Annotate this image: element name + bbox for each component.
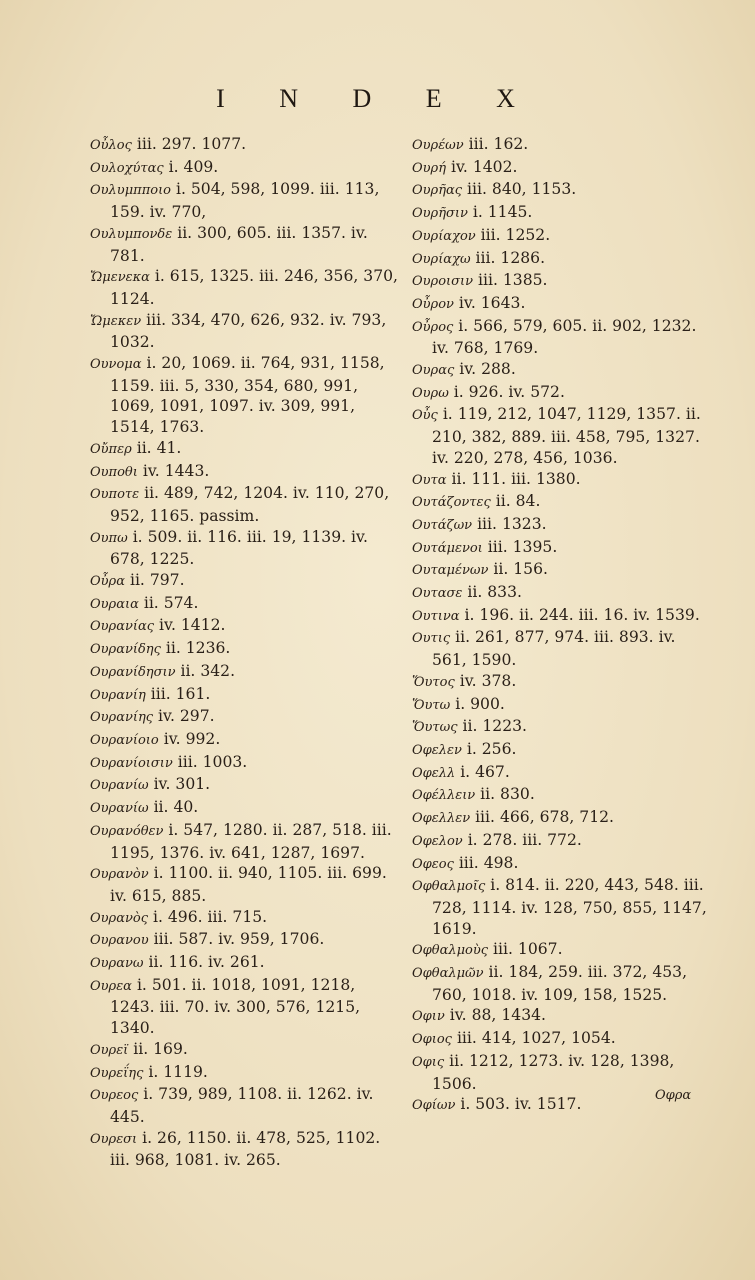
entry-references: i. 566, 579, 605. ii. 902, 1232. iv. 768, 1769. [432,316,697,358]
entry-headword: Ουρανίοισιν [90,755,173,771]
entry-headword: Ουρανίη [90,687,146,703]
entry-references: ii. 574. [143,593,199,612]
entry-references: iii. 162. [468,135,529,153]
index-entry [90,907,400,930]
index-entry [412,270,712,293]
entry-headword: Οφθαλμῶν [412,966,484,982]
index-entry [90,527,400,570]
entry-references: i. 278. iii. 772. [467,830,582,849]
entry-headword: Ουρανόθεν [90,823,164,839]
index-entry [412,359,712,382]
entry-references: ii. 833. [467,583,522,602]
index-entry [412,875,712,939]
index-entry [412,671,712,694]
index-entry [90,570,400,593]
entry-references: ii. 156. [493,560,548,579]
index-entry [90,1039,400,1062]
entry-headword: Οὖρα [90,574,125,590]
index-entry [90,134,400,157]
index-entry [90,684,400,707]
entry-headword: Ουτις [412,631,451,647]
entry-references: i. 615, 1325. iii. 246, 356, 370, 1124. [110,267,399,308]
index-entry [90,353,400,438]
index-entry [90,615,400,638]
entry-headword: Ουτάμενοι [412,540,483,556]
index-entry [90,638,400,661]
right-column [412,134,712,1117]
entry-references: iii. 297. 1077. [136,135,247,153]
entry-headword: Ουρανίδης [90,642,161,658]
index-entry [412,491,712,514]
index-entry [412,248,712,271]
entry-headword: Ουλυμπονδε [90,226,173,242]
entry-references: ii. 41. [136,438,182,457]
entry-headword: Οὖς [412,408,438,424]
entry-headword: Ουρανου [90,933,149,949]
index-entry [90,706,400,729]
entry-references: ii. 169. [133,1039,188,1058]
entry-references: iv. 1443. [142,461,210,480]
entry-references: iii. 1252. [480,225,551,244]
entry-references: i. 1119. [148,1062,208,1081]
entry-references: i. 409. [168,157,219,176]
entry-headword: Ουρανίης [90,710,154,726]
index-entry [90,752,400,775]
index-entry [90,975,400,1039]
entry-headword: Ουρεσι [90,1131,138,1147]
entry-references: i. 1100. ii. 940, 1105. iii. 699. iv. 615, 885. [110,864,387,905]
entry-headword: Ὤμεκεν [90,313,142,329]
left-column [90,134,400,1171]
index-entry [412,716,712,739]
index-entry [412,157,712,180]
entry-headword: Ουποτε [90,487,140,503]
entry-headword: Οὖλος [90,138,132,153]
index-entry [412,830,712,853]
index-entry [90,438,400,461]
entry-references: iv. 378. [459,671,517,690]
index-entry [90,929,400,952]
entry-references: iv. 1402. [450,157,518,176]
entry-headword: Ουνομα [90,357,142,373]
entry-references: iv. 88, 1434. [449,1006,546,1025]
index-entry [412,739,712,762]
entry-references: i. 256. [466,739,517,758]
entry-headword: Οφιν [412,1009,445,1025]
entry-headword: Ουρανὸν [90,867,149,883]
entry-headword: Ουπω [90,530,128,546]
entry-references: i. 26, 1150. ii. 478, 525, 1102. iii. 968, 1081. iv. 265. [110,1128,381,1170]
entry-headword: Ουρανίας [90,619,155,635]
entry-references: ii. 1212, 1273. iv. 128, 1398, 1506. [432,1051,675,1093]
entry-headword: Ουτάζων [412,517,473,533]
index-entry [412,807,712,830]
entry-headword: Οφιος [412,1032,452,1048]
entry-references: iii. 1323. [477,514,547,533]
index-entry [90,223,400,266]
entry-headword: Ουρανίω [90,801,149,817]
entry-references: i. 926. iv. 572. [453,382,565,401]
entry-references: ii. 84. [495,492,541,511]
entry-headword: Ὅυτως [412,720,458,736]
entry-headword: Ουρέων [412,138,464,153]
entry-headword: Οφεος [412,856,454,872]
entry-references: i. 20, 1069. ii. 764, 931, 1158, 1159. iii. 5, 330, 354, 680, 991, 1069, 1091, 1097. iv. 309, 991, 1514, 1763. [110,354,385,437]
entry-headword: Ουροισιν [412,274,474,290]
index-entry [90,1084,400,1127]
entry-references: ii. 830. [480,785,535,804]
entry-headword: Ουρω [412,385,449,401]
index-entry [90,266,400,309]
entry-headword: Ουλυμπποιο [90,183,171,199]
index-entry [412,694,712,717]
entry-headword: Οφθαλμοῖς [412,879,486,895]
index-entry [90,1062,400,1085]
entry-headword: Ουρῆσιν [412,206,468,222]
index-entry [90,774,400,797]
entry-references: i. 900. [455,694,505,713]
entry-references: iv. 288. [459,360,516,379]
entry-references: iv. 301. [153,775,211,794]
index-entry [90,310,400,353]
catchword: Οφρα [655,1088,692,1103]
entry-headword: Ουραια [90,596,139,612]
entry-references: iii. 161. [150,684,211,703]
index-entry [412,225,712,248]
entry-references: iii. 1286. [475,248,546,267]
index-entry [90,863,400,906]
entry-headword: Ουρίαχον [412,228,476,244]
entry-headword: Ὅυτω [412,697,451,713]
entry-headword: Οὖρον [412,296,454,312]
entry-references: iii. 414, 1027, 1054. [456,1029,616,1048]
index-entry [412,582,712,605]
index-entry [90,820,400,863]
entry-headword: Ουρεος [90,1088,139,1104]
running-head: I N D E X [216,84,539,113]
entry-headword: Ουρας [412,363,455,379]
index-entry [90,1128,400,1171]
index-entry [90,729,400,752]
index-entry [412,134,712,157]
entry-references: ii. 40. [153,798,199,817]
entry-headword: Οφελεν [412,742,462,758]
index-entry [412,853,712,876]
entry-references: iii. 1385. [477,271,548,290]
entry-references: ii. 342. [180,661,236,680]
entry-headword: Οφίων [412,1098,456,1114]
entry-references: ii. 489, 742, 1204. iv. 110, 270, 952, 1165. passim. [110,484,390,525]
entry-headword: Ουρή [412,160,446,176]
index-entry [412,404,712,468]
entry-references: i. 504, 598, 1099. iii. 113, 159. iv. 770, [110,180,380,222]
entry-headword: Ουταμένων [412,563,489,579]
index-entry [412,762,712,785]
entry-references: i. 739, 989, 1108. ii. 1262. iv. 445. [110,1085,374,1126]
entry-references: iv. 1643. [458,293,526,312]
entry-references: ii. 797. [129,571,185,590]
entry-headword: Ουτινα [412,608,460,624]
entry-headword: Οφθαλμοὺς [412,943,489,959]
entry-headword: Οὔπερ [90,441,132,457]
entry-headword: Οὖρος [412,319,454,335]
entry-headword: Ὤμενεκα [90,270,150,286]
entry-references: iii. 587. iv. 959, 1706. [153,930,325,949]
entry-references: ii. 111. iii. 1380. [451,469,581,488]
index-entry [412,627,712,670]
entry-references: iii. 1395. [487,537,558,556]
index-entry [412,962,712,1005]
entry-headword: Οφελλεν [412,811,471,827]
entry-headword: Ουρεϊ [90,1042,129,1058]
entry-references: ii. 184, 259. iii. 372, 453, 760, 1018. iv. 109, 158, 1525. [432,963,688,1004]
entry-references: ii. 261, 877, 974. iii. 893. iv. 561, 1590. [432,628,676,670]
index-entry [90,797,400,820]
index-entry [412,382,712,405]
entry-references: i. 547, 1280. ii. 287, 518. iii. 1195, 1376. iv. 641, 1287, 1697. [110,820,392,862]
entry-headword: Ουτα [412,472,447,488]
entry-headword: Οφις [412,1054,445,1070]
entry-headword: Ουρῆας [412,183,463,199]
index-entry [412,514,712,537]
index-entry [90,483,400,526]
index-entry [412,537,712,560]
entry-headword: Οφέλλειν [412,788,476,804]
entry-headword: Ὅυτος [412,674,455,690]
index-entry [90,593,400,616]
entry-references: iv. 1412. [159,616,226,635]
entry-references: iii. 1003. [177,752,248,771]
index-entry [90,461,400,484]
entry-headword: Οφελον [412,833,463,849]
entry-headword: Ουρανὸς [90,910,148,926]
entry-headword: Ουρανίω [90,778,149,794]
entry-references: ii. 1236. [165,639,231,658]
entry-references: iii. 334, 470, 626, 932. iv. 793, 1032. [110,310,387,352]
entry-references: iii. 466, 678, 712. [475,808,615,827]
entry-headword: Ουρίαχω [412,251,471,267]
entry-headword: Ουρανίοιο [90,732,159,748]
entry-headword: Ουρανίδησιν [90,664,176,680]
entry-headword: Ουποθι [90,464,138,480]
entry-references: iii. 1067. [493,940,563,959]
entry-references: i. 814. ii. 220, 443, 548. iii. 728, 1114. iv. 128, 750, 855, 1147, 1619. [432,876,707,938]
index-entry [412,179,712,202]
entry-references: ii. 116. iv. 261. [148,953,265,972]
index-entry [90,661,400,684]
entry-references: i. 467. [460,762,510,781]
index-entry [412,559,712,582]
index-entry [412,293,712,316]
entry-references: i. 196. ii. 244. iii. 16. iv. 1539. [464,605,700,624]
index-entry [412,202,712,225]
entry-references: i. 119, 212, 1047, 1129, 1357. ii. 210, 382, 889. iii. 458, 795, 1327. iv. 220, 278, 456, 1036. [432,405,701,467]
entry-references: i. 509. ii. 116. iii. 19, 1139. iv. 678, 1225. [110,527,368,569]
entry-references: i. 1145. [472,203,533,222]
entry-references: ii. 1223. [462,717,528,736]
index-entry [412,1028,712,1051]
entry-references: iii. 840, 1153. [467,180,577,199]
entry-references: iii. 498. [458,853,519,872]
entry-headword: Ουρεΐης [90,1065,144,1081]
index-entry [412,469,712,492]
entry-references: i. 501. ii. 1018, 1091, 1218, 1243. iii. 70. iv. 300, 576, 1215, 1340. [110,975,361,1038]
index-entry [90,179,400,222]
entry-headword: Ουτάζοντες [412,495,491,511]
index-entry [412,316,712,359]
entry-headword: Ουρεα [90,978,132,994]
index-entry [412,784,712,807]
index-entry [412,605,712,628]
entry-headword: Οφελλ [412,765,456,781]
entry-headword: Ουλοχύτας [90,160,164,176]
entry-references: i. 503. iv. 1517. [460,1095,582,1114]
index-entry [90,952,400,975]
index-entry [412,1005,712,1028]
entry-headword: Ουτασε [412,586,463,602]
entry-references: iv. 992. [163,729,221,748]
entry-references: iv. 297. [158,707,215,726]
entry-references: i. 496. iii. 715. [152,907,268,926]
index-entry [412,939,712,962]
entry-headword: Ουρανω [90,956,144,972]
entry-references: ii. 300, 605. iii. 1357. iv. 781. [110,223,368,265]
index-entry [90,157,400,180]
